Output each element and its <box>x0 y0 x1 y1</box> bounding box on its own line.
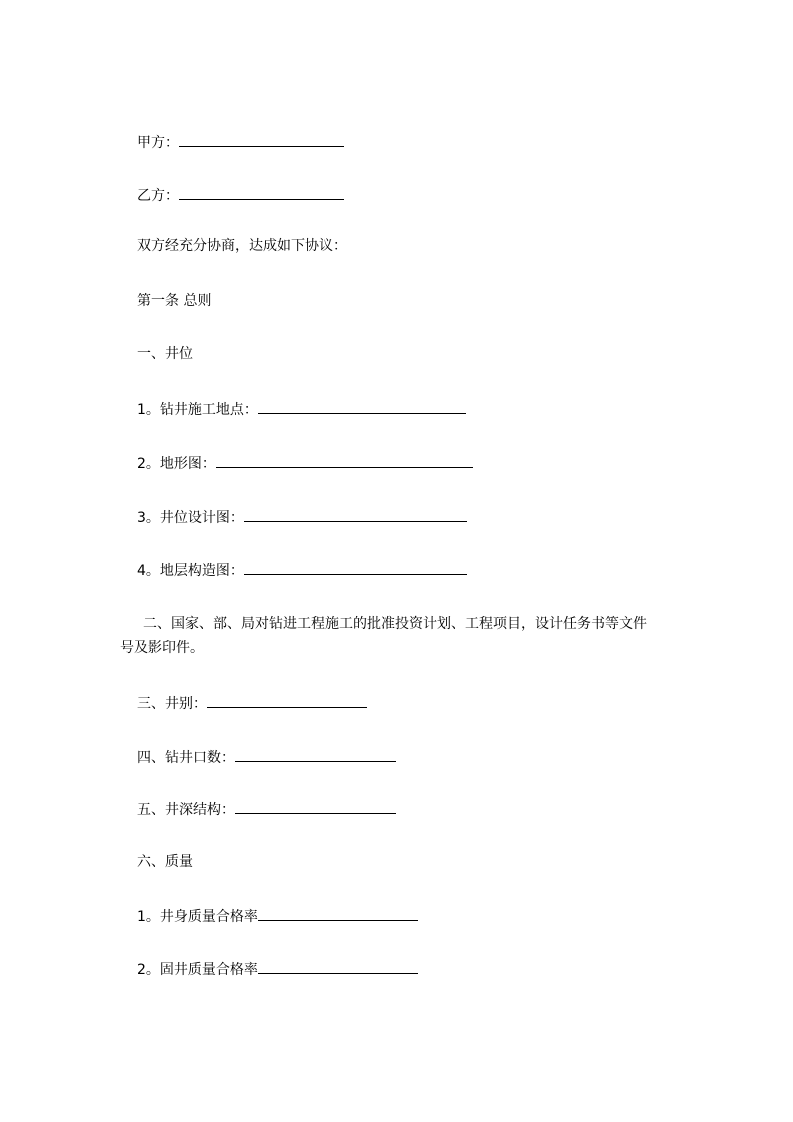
article-1-heading: 第一条 总则 <box>137 293 212 309</box>
section-quality: 六、质量 <box>137 854 193 870</box>
well-count-line <box>137 747 396 767</box>
section-well-location: 一、井位 <box>137 346 193 362</box>
well-depth-label: 五、井深结构： <box>137 802 235 818</box>
topographic-map-label: 2。地形图： <box>137 456 216 472</box>
cementing-quality-blank[interactable] <box>258 959 418 974</box>
party-a-blank[interactable] <box>179 132 344 147</box>
strata-map-line <box>137 560 467 580</box>
well-count-label: 四、钻井口数： <box>137 750 235 766</box>
well-design-line <box>137 507 467 527</box>
party-b-line <box>137 185 344 205</box>
well-count-blank[interactable] <box>235 747 396 762</box>
wellbore-quality-blank[interactable] <box>258 906 418 921</box>
topographic-map-blank[interactable] <box>216 453 473 468</box>
topographic-map-line <box>137 453 473 473</box>
wellbore-quality-line <box>137 906 418 926</box>
well-type-line <box>137 693 367 713</box>
drilling-site-line <box>137 399 466 419</box>
cementing-quality-line <box>137 959 418 979</box>
wellbore-quality-label: 1。井身质量合格率 <box>137 909 258 925</box>
well-depth-blank[interactable] <box>235 799 396 814</box>
well-type-blank[interactable] <box>207 693 367 708</box>
section-2-paragraph: 二、国家、部、局对钻进工程施工的批准投资计划、工程项目，设计任务书等文件号及影印件。 <box>120 616 647 656</box>
well-design-label: 3。井位设计图： <box>137 510 244 526</box>
drilling-site-blank[interactable] <box>258 399 466 414</box>
party-b-label: 乙方： <box>137 188 179 204</box>
cementing-quality-label: 2。固井质量合格率 <box>137 962 258 978</box>
party-b-blank[interactable] <box>179 185 344 200</box>
drilling-site-label: 1。钻井施工地点： <box>137 402 258 418</box>
party-a-label: 甲方： <box>137 135 179 151</box>
agreement-intro: 双方经充分协商，达成如下协议： <box>137 238 347 254</box>
party-a-line <box>137 132 344 152</box>
well-type-label: 三、井别： <box>137 696 207 712</box>
strata-map-blank[interactable] <box>244 560 467 575</box>
well-design-blank[interactable] <box>244 507 467 522</box>
well-depth-line <box>137 799 396 819</box>
strata-map-label: 4。地层构造图： <box>137 563 244 579</box>
